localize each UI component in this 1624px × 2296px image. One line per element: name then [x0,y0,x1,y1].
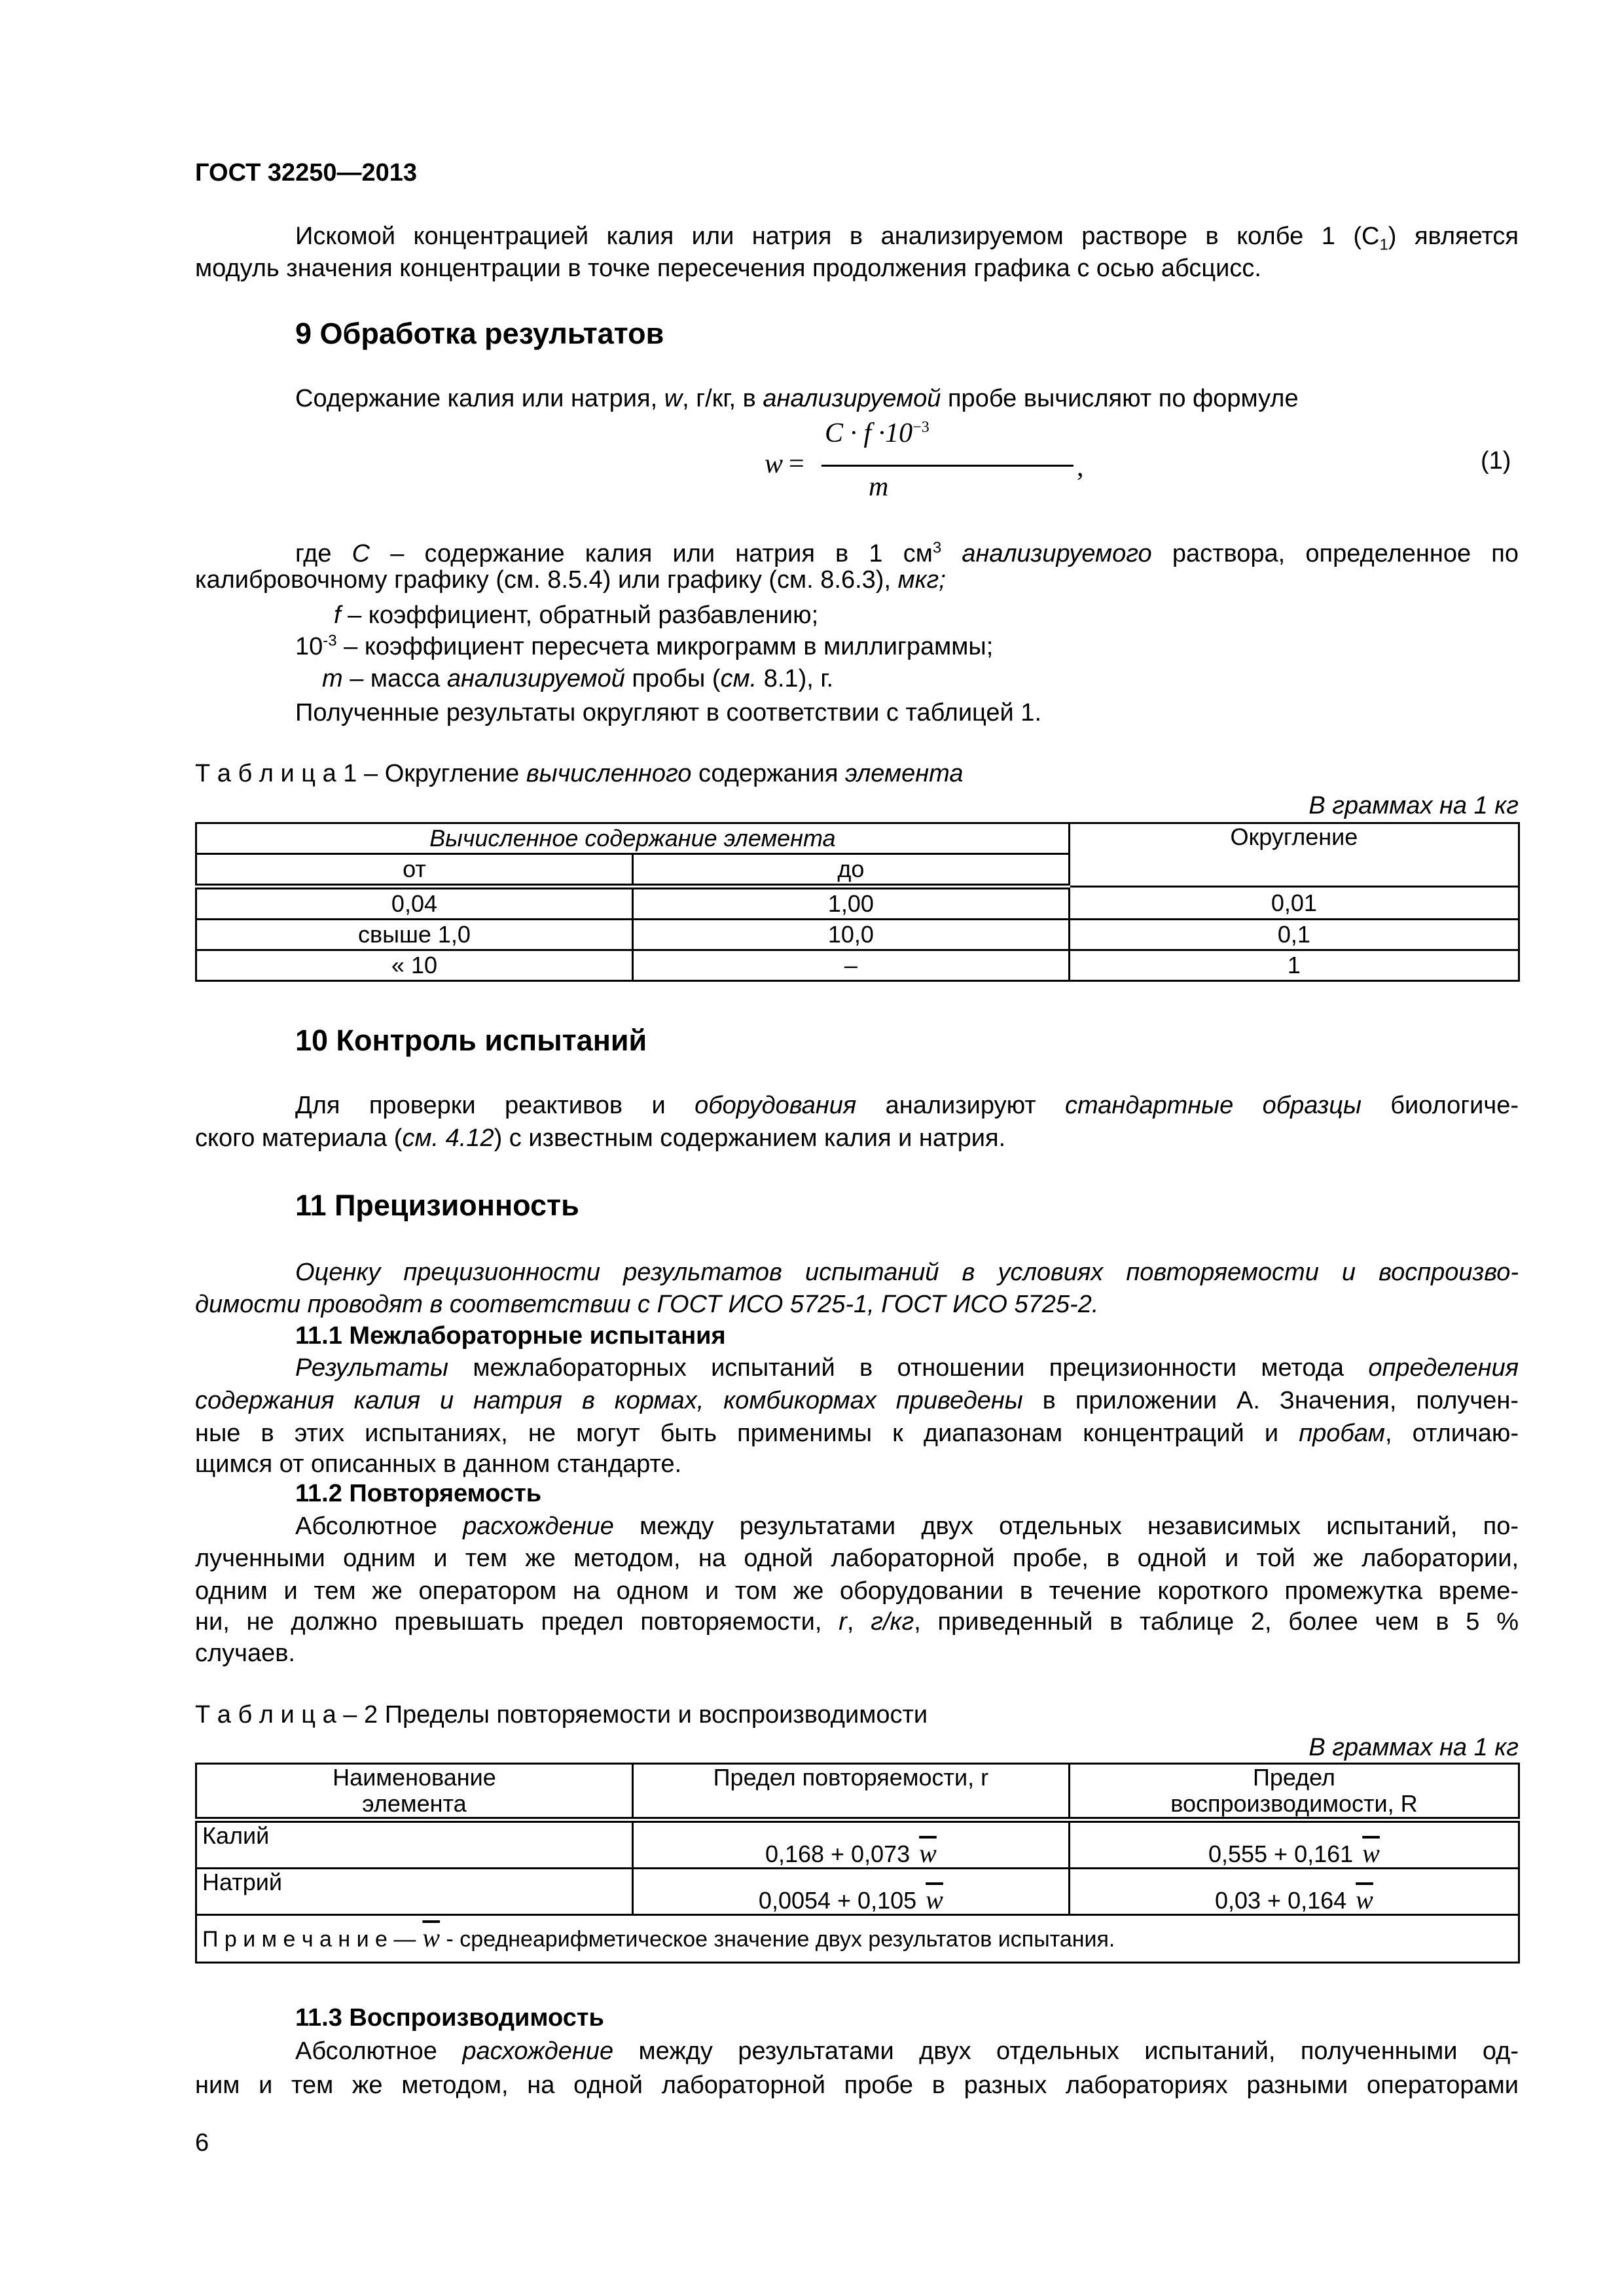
cell: 0,01 [1069,887,1519,920]
table-caption [195,757,1519,790]
w-mean-symbol: $\overline{w}$ [926,1885,943,1914]
cell [1069,1869,1519,1915]
text-line [334,599,1519,632]
cell [632,1869,1069,1915]
table-header-row [196,823,1519,854]
text-run: пробе вычисляют по формуле [941,385,1299,412]
subsection-heading [295,1477,1519,1510]
text-run: r [839,1608,847,1636]
text-line [195,1605,1519,1638]
text-line [295,220,1519,253]
text-run: 6 [195,2129,209,2157]
text-run: , [846,1608,871,1636]
cell: « 10 [196,950,633,981]
table-unit-note [195,1731,1519,1764]
text-run: – содержание калия или натрия в 1 см [370,540,933,567]
text-run: Оценку прецизионности результатов испытаний в условиях повторяемости и воспроизво- [295,1259,1519,1286]
text-run: в приложении А. Значения, получен- [1022,1387,1519,1414]
text-run: модуль значения концентрации в точке пересечения продолжения графика с осью абсцисс. [195,255,1261,282]
text-run: ского материала ( [195,1124,403,1152]
table-row [196,887,1519,920]
text-run: ) с известным содержанием калия и натрия. [494,1124,1006,1152]
text-run: Абсолютное [295,1513,463,1540]
table-1-rounding [195,822,1520,982]
text-run: В граммах на 1 кг [1308,1734,1519,1761]
formula-comma: , [1077,452,1084,482]
text-run: 3 [932,539,942,557]
note-label: П р и м е ч а н и е — [202,1927,416,1952]
text-run: 11.3 Воспроизводимость [295,2004,604,2032]
text-run: содержания калия и натрия в кормах, комбикормах приведены [195,1387,1023,1414]
text-run: элемента [845,760,964,787]
text-line [322,662,1519,695]
cell [1069,1820,1519,1869]
formula-denominator: m [869,472,889,502]
cell: 1,00 [632,887,1069,920]
text-run: определения [1368,1354,1519,1382]
text-run: -3 [323,632,337,650]
text-run: стандартные образцы [1065,1092,1362,1119]
formula-text: 0,168 + 0,073 [765,1840,911,1867]
w-mean-symbol: $\overline{w}$ [1356,1885,1373,1914]
text-run: 1 [1379,236,1388,253]
text-run: см. [720,665,757,692]
text-run: – коэффициент, обратный разбавлению; [340,601,819,629]
text-run: оборудования [695,1092,857,1119]
text-line [295,1510,1519,1543]
text-run: ные в этих испытаниях, не могут быть применимы к диапазонам концентраций и [195,1420,1299,1447]
text-run: где [295,540,352,567]
fraction-bar [821,465,1074,467]
table-row [196,1820,1519,1869]
text-run: анализируемого [962,540,1152,567]
text-line [195,1448,1519,1480]
text-run: 11.1 Межлабораторные испытания [295,1322,726,1350]
w-mean-symbol: $\overline{w}$ [1362,1839,1380,1868]
text-line [295,382,1519,415]
text-line [195,252,1519,285]
text-run: пробам [1299,1420,1385,1447]
table-note [196,1915,1519,1963]
formula-numerator [825,418,929,449]
text-line [195,564,1519,596]
text-run: 9 Обработка результатов [295,317,664,350]
text-run: Результаты [295,1354,448,1382]
text-run: В граммах на 1 кг [1308,792,1519,819]
text-run: – масса [342,665,447,692]
text-run: 8.1), г. [757,665,834,692]
text-run: щимся от описанных в данном стандарте. [195,1450,682,1478]
cell: – [632,950,1069,981]
text-run: пробы ( [624,665,721,692]
text-run: С [352,540,370,567]
text-run: 10 [295,633,323,660]
text-run: , отличаю- [1384,1420,1519,1447]
text-run: Для проверки реактивов и [295,1092,695,1119]
text-run: анализируют [856,1092,1066,1119]
text-line [195,1575,1519,1607]
text-run: анализируемой [763,385,941,412]
text-run: мкг; [897,566,946,594]
text-line [295,1256,1519,1289]
text-line [195,1542,1519,1575]
text-run: Полученные результаты округляют в соответствии с таблицей 1. [295,699,1041,726]
text-run: между результатами двух отдельных испытаний, полученными од- [613,2037,1519,2065]
element-name: Калий [196,1820,633,1869]
text-run: расхождение [463,1513,614,1540]
text-run: между результатами двух отдельных независимых испытаний, по- [613,1513,1519,1540]
cell: 0,04 [196,887,633,920]
cell: 10,0 [632,920,1069,950]
text-run: m [322,665,343,692]
cell: 1 [1069,950,1519,981]
text-line [295,1089,1519,1122]
cell: свыше 1,0 [196,920,633,950]
table-header-row [196,1764,1519,1820]
numerator-text: C · f ·10 [825,418,913,448]
section-heading [295,1022,1519,1059]
text-run: 11 Прецизионность [295,1189,579,1222]
text-line [295,696,1519,729]
text-run: расхождение [462,2037,614,2065]
formula-eq: = [789,449,804,479]
header-from: от [196,854,633,887]
formula-lhs: w [765,449,784,479]
text-run: межлабораторных испытаний в отношении прецизионности метода [448,1354,1369,1382]
text-run: содержания [691,760,846,787]
text-run: биологиче- [1361,1092,1519,1119]
header-rounding: Округление [1069,823,1519,887]
page-number [195,2126,1519,2159]
document-header [195,156,1519,189]
w-mean-symbol: $\overline{w}$ [422,1923,441,1952]
text-run: см. 4.12 [402,1124,494,1152]
text-run: , приведенный в таблице 2, более чем в 5 % [914,1608,1519,1636]
text-run: Т а б л и ц а – 2 Пределы повторяемости и воспроизводимости [195,1701,928,1729]
numerator-exponent: −3 [912,419,929,436]
text-line [195,1122,1519,1155]
text-run: ГОСТ 32250—2013 [195,159,418,187]
text-run: Содержание калия или натрия, [295,385,664,412]
note-text: - среднеарифметическое значение двух результатов испытания. [440,1927,1115,1952]
text-run: 11.2 Повторяемость [295,1480,542,1507]
text-line [195,1637,1519,1670]
text-run: одним и тем же оператором на одном и том же оборудовании в течение короткого промежутка време- [195,1577,1519,1605]
table-row [196,920,1519,950]
text-line [195,2069,1519,2102]
table-2-precision-limits [195,1763,1520,1964]
table-row [196,1869,1519,1915]
table-unit-note [195,789,1519,822]
text-run: Т а б л и ц а 1 – Округление [195,760,526,787]
text-run: димости проводят в соответствии с ГОСТ ИСО 5725-1, ГОСТ ИСО 5725-2. [195,1291,1099,1318]
header-calculated-content: Вычисленное содержание элемента [196,823,1070,854]
text-line [295,2035,1519,2068]
text-run: г/кг [871,1608,914,1636]
text-run: w [664,385,683,412]
text-run: ) является [1388,223,1519,250]
text-run: – коэффициент пересчета микрограмм в миллиграммы; [336,633,994,660]
text-run: анализируемой [446,665,625,692]
equation-number: (1) [1481,447,1511,475]
formula-text: 0,0054 + 0,105 [758,1887,917,1914]
w-mean-symbol: $\overline{w}$ [919,1839,937,1868]
header-repeatability: Предел повторяемости, r [632,1764,1069,1820]
text-run: Абсолютное [295,2037,463,2065]
formula-1 [759,418,1084,511]
text-line [195,1384,1519,1417]
header-reproducibility: Предел воспроизводимости, R [1069,1764,1519,1820]
header-to: до [632,854,1069,887]
section-heading [295,315,1519,352]
cell: 0,1 [1069,920,1519,950]
text-run: раствора, определенное по [1151,540,1519,567]
text-run: лученными одним и тем же методом, на одной лабораторной пробе, в одной и той же лаборатории, [195,1545,1519,1572]
text-line [195,1288,1519,1321]
cell [632,1820,1069,1869]
table-row [196,950,1519,981]
text-run: вычисленного [526,760,692,787]
subsection-heading [295,1319,1519,1352]
formula-text: 0,03 + 0,164 [1214,1887,1347,1914]
text-line [295,630,1519,663]
subsection-heading [295,2001,1519,2034]
text-line [295,1352,1519,1384]
text-run: калибровочному графику (см. 8.5.4) или графику (см. 8.6.3), [195,566,898,594]
text-run: 10 Контроль испытаний [295,1024,647,1057]
element-name: Натрий [196,1869,633,1915]
text-run: ним и тем же методом, на одной лабораторной пробе в разных лабораториях разными операторами [195,2072,1519,2099]
table-caption [195,1698,1519,1731]
section-heading [295,1187,1519,1224]
table-note-row [196,1915,1519,1963]
text-run: , г/кг, в [682,385,763,412]
text-line [195,1417,1519,1450]
text-run: Искомой концентрацией калия или натрия в анализируемом растворе в колбе 1 (C [295,223,1380,250]
text-run: случаев. [195,1640,295,1667]
header-element: Наименование элемента [196,1764,633,1820]
text-run: ни, не должно превышать предел повторяемости, [195,1608,839,1636]
text-run: f [334,601,341,629]
formula-text: 0,555 + 0,161 [1208,1840,1354,1867]
